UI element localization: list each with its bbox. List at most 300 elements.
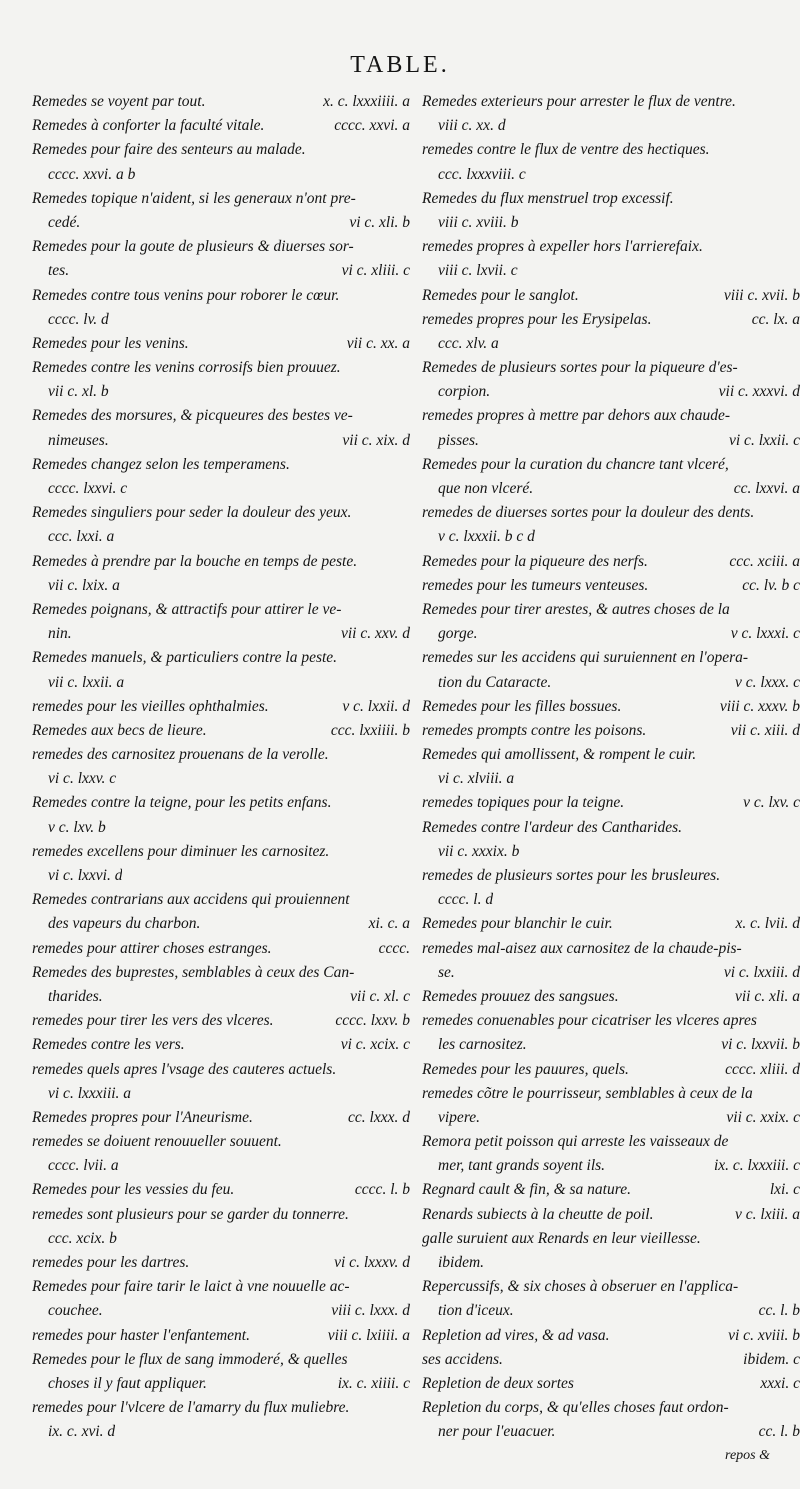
index-entry — [32, 284, 410, 308]
entry-reference — [404, 1154, 410, 1178]
entry-reference: xi. c. a — [368, 915, 410, 933]
entry-text: Remedes du flux menstruel trop excessif. — [422, 189, 674, 207]
entry-text: Remedes prouuez des sangsues. — [422, 987, 619, 1005]
entry-reference: vii c. xx. a — [346, 334, 410, 352]
index-entry — [422, 308, 800, 332]
entry-reference — [404, 235, 410, 259]
entry-reference — [794, 235, 800, 259]
entry-reference — [794, 501, 800, 525]
entry-text: Remedes à conforter la faculté vitale. — [32, 117, 265, 135]
entry-reference: cccc. l. b — [354, 1181, 410, 1199]
entry-text: cccc. lxxvi. c — [48, 480, 128, 497]
entry-text: Repletion du corps, & qu'elles choses faut ordon- — [422, 1399, 729, 1417]
index-entry — [32, 719, 410, 743]
entry-text: vii c. xl. b — [48, 383, 109, 401]
entry-text: Repletion de deux sortes — [422, 1374, 574, 1392]
index-entry — [32, 1251, 410, 1275]
index-entry — [32, 598, 410, 622]
index-entry — [32, 477, 410, 501]
entry-text: Remedes poignans, & attractifs pour attirer le ve- — [32, 600, 342, 618]
entry-text: remedes sur les accidens qui suruiennent en l'opera- — [422, 649, 749, 667]
index-entry — [32, 235, 410, 259]
entry-reference — [794, 767, 800, 791]
index-entry — [422, 1348, 800, 1372]
entry-text: vii c. lxix. a — [48, 576, 120, 594]
entry-text: Remedes changez selon les temperamens. — [32, 455, 290, 473]
index-entry — [422, 429, 800, 453]
entry-reference: viii c. lxiiii. a — [327, 1326, 410, 1344]
entry-reference: v c. lxxii. d — [342, 697, 410, 715]
entry-reference — [404, 1203, 410, 1227]
entry-text: Remedes pour les venins. — [32, 334, 189, 352]
index-entry — [422, 1396, 800, 1420]
index-entry — [32, 1348, 410, 1372]
index-entry — [422, 114, 800, 138]
entry-text: Remedes pour faire des senteurs au malade. — [32, 141, 306, 159]
entry-reference: ibidem. c — [743, 1350, 800, 1368]
entry-text: remedes pour les vieilles ophthalmies. — [32, 697, 269, 715]
index-entry — [32, 550, 410, 574]
entry-reference — [404, 1082, 410, 1106]
entry-text: Remedes pour le sanglot. — [422, 286, 579, 304]
entry-reference — [794, 114, 800, 138]
entry-text: cedé. — [48, 213, 81, 231]
entry-text: Remedes contre les venins corrosifs bien prouuez. — [32, 359, 341, 377]
index-entry — [422, 622, 800, 646]
index-entry — [422, 284, 800, 308]
entry-text: remedes se doiuent renouueller souuent. — [32, 1133, 282, 1151]
entry-text: mer, tant grands soyent ils. — [438, 1157, 606, 1175]
entry-reference — [404, 525, 410, 549]
index-entry — [422, 1058, 800, 1082]
entry-reference: v c. lxiii. a — [735, 1205, 800, 1223]
index-entry — [32, 1130, 410, 1154]
entry-text: choses il y faut appliquer. — [48, 1374, 207, 1392]
entry-text: Remedes manuels, & particuliers contre la peste. — [32, 649, 338, 667]
index-entry — [422, 525, 800, 549]
index-entry — [422, 1324, 800, 1348]
entry-reference — [404, 1420, 410, 1444]
index-entry — [32, 1009, 410, 1033]
index-entry — [422, 1372, 800, 1396]
entry-text: ccc. xcix. b — [48, 1229, 117, 1247]
entry-reference — [404, 888, 410, 912]
index-entry — [32, 1154, 410, 1178]
entry-text: pisses. — [438, 431, 479, 449]
index-entry — [32, 622, 410, 646]
entry-reference — [404, 138, 410, 162]
entry-reference — [404, 1348, 410, 1372]
catchword: repos & — [725, 1448, 770, 1463]
entry-text: viii c. lxvii. c — [438, 262, 518, 280]
entry-reference — [794, 1227, 800, 1251]
index-entry — [422, 1227, 800, 1251]
entry-reference: cccc. — [378, 939, 410, 957]
index-entry — [32, 356, 410, 380]
index-entry — [422, 719, 800, 743]
index-entry — [32, 259, 410, 283]
index-entry — [32, 90, 410, 114]
entry-reference: vi c. lxxvii. b — [721, 1036, 800, 1054]
index-entry — [422, 1154, 800, 1178]
entry-text: Remedes des morsures, & picqueures des bestes ve- — [32, 407, 353, 425]
entry-reference: ix. c. lxxxiii. c — [713, 1157, 800, 1175]
entry-text: remedes sont plusieurs pour se garder du tonnerre. — [32, 1205, 349, 1223]
index-entry — [422, 501, 800, 525]
entry-reference — [404, 767, 410, 791]
entry-reference: vi c. xli. b — [349, 213, 410, 231]
entry-reference: v c. lxxx. c — [735, 673, 800, 691]
entry-reference — [794, 1009, 800, 1033]
index-entry — [422, 937, 800, 961]
entry-text: vii c. lxxii. a — [48, 673, 125, 691]
index-entry — [32, 453, 410, 477]
entry-reference: lxi. c — [769, 1181, 800, 1199]
index-entry — [32, 646, 410, 670]
index-entry — [422, 840, 800, 864]
index-entry — [422, 259, 800, 283]
index-entry — [32, 1396, 410, 1420]
entry-reference: vi c. lxxiii. d — [723, 963, 800, 981]
entry-reference — [794, 1130, 800, 1154]
entry-text: ccc. lxxxviii. c — [438, 165, 526, 183]
index-entry — [422, 912, 800, 936]
index-entry — [422, 1203, 800, 1227]
entry-reference: vii c. xiii. d — [730, 721, 800, 739]
entry-reference — [404, 453, 410, 477]
index-entry — [32, 816, 410, 840]
entry-reference — [404, 671, 410, 695]
page-header: TABLE. — [350, 52, 450, 78]
entry-reference — [404, 791, 410, 815]
entry-reference: viii c. xvii. b — [723, 286, 800, 304]
entry-text: Remedes pour les filles bossues. — [422, 697, 622, 715]
entry-text: remedes pour tirer les vers des vlceres. — [32, 1012, 274, 1030]
index-entry — [422, 211, 800, 235]
entry-text: Remedes pour le flux de sang immoderé, & quelles — [32, 1350, 348, 1368]
entry-text: Renards subiects à la cheutte de poil. — [422, 1205, 654, 1223]
index-entry — [422, 1251, 800, 1275]
entry-text: Remedes contre les vers. — [32, 1036, 185, 1054]
entry-reference — [404, 501, 410, 525]
entry-reference: cc. lxxvi. a — [733, 480, 800, 497]
index-entry — [32, 767, 410, 791]
index-entry — [422, 356, 800, 380]
index-entry — [422, 1275, 800, 1299]
entry-text: cccc. lv. d — [48, 310, 109, 328]
entry-text: vi c. lxxxiii. a — [48, 1084, 132, 1102]
index-entry — [32, 1372, 410, 1396]
entry-text: remedes propres à mettre par dehors aux chaude- — [422, 407, 731, 425]
index-entry — [422, 332, 800, 356]
entry-reference: ix. c. xiiii. c — [337, 1374, 410, 1392]
entry-reference: vi c. xliii. c — [341, 262, 410, 280]
entry-text: Remedes exterieurs pour arrester le flux de ventre. — [422, 93, 736, 110]
entry-reference — [794, 888, 800, 912]
index-entry — [422, 791, 800, 815]
entry-text: Remedes propres pour l'Aneurisme. — [32, 1108, 253, 1126]
index-entry — [422, 1130, 800, 1154]
index-entry — [422, 574, 800, 598]
entry-reference — [404, 646, 410, 670]
index-entry — [32, 1106, 410, 1130]
index-entry — [32, 1082, 410, 1106]
entry-reference — [794, 598, 800, 622]
index-entry — [422, 1009, 800, 1033]
entry-text: nimeuses. — [48, 431, 109, 449]
entry-reference — [794, 404, 800, 428]
entry-reference: vi c. xviii. b — [728, 1326, 800, 1344]
entry-reference — [794, 743, 800, 767]
entry-reference — [404, 1130, 410, 1154]
entry-text: Remedes pour blanchir le cuir. — [422, 915, 613, 933]
entry-text: Remedes se voyent par tout. — [32, 93, 206, 110]
entry-text: remedes des carnositez prouenans de la verolle. — [32, 746, 329, 764]
index-entry — [32, 1178, 410, 1202]
index-entry — [422, 90, 800, 114]
entry-text: v c. lxv. b — [48, 818, 106, 836]
entry-text: vi c. lxxv. c — [48, 770, 117, 788]
entry-text: Remedes pour les pauures, quels. — [422, 1060, 629, 1078]
index-entry — [32, 525, 410, 549]
entry-reference — [794, 453, 800, 477]
entry-text: ibidem. — [438, 1254, 485, 1271]
index-entry — [422, 767, 800, 791]
entry-text: remedes pour l'vlcere de l'amarry du flux muliebre. — [32, 1399, 350, 1417]
entry-text: Remedes pour la curation du chancre tant vlceré, — [422, 455, 729, 473]
entry-text: Remedes contrarians aux accidens qui prouiennent — [32, 891, 350, 909]
index-entry — [32, 671, 410, 695]
entry-reference: vii c. xix. d — [342, 431, 410, 449]
index-entry — [422, 404, 800, 428]
index-entry — [422, 743, 800, 767]
entry-text: Remedes contre la teigne, pour les petits enfans. — [32, 794, 332, 812]
index-entry — [32, 791, 410, 815]
index-entry — [32, 1324, 410, 1348]
entry-reference: cc. lxxx. d — [348, 1108, 410, 1126]
entry-text: remedes cõtre le pourrisseur, semblables à ceux de la — [422, 1084, 753, 1102]
right-column — [422, 90, 800, 1445]
entry-text: remedes de plusieurs sortes pour les brusleures. — [422, 867, 721, 884]
index-entry — [32, 840, 410, 864]
index-entry — [422, 985, 800, 1009]
entry-text: tion du Cataracte. — [438, 673, 552, 691]
entry-reference — [794, 646, 800, 670]
index-entry — [32, 404, 410, 428]
entry-text: galle suruient aux Renards en leur vieillesse. — [422, 1229, 701, 1247]
index-entry — [32, 308, 410, 332]
index-entry — [32, 114, 410, 138]
index-entry — [422, 1178, 800, 1202]
entry-reference: vii c. xli. a — [735, 987, 800, 1005]
entry-text: ses accidens. — [422, 1350, 503, 1368]
entry-reference: vii c. xxxvi. d — [718, 383, 800, 401]
entry-reference — [404, 961, 410, 985]
entry-text: remedes prompts contre les poisons. — [422, 721, 647, 739]
entry-text: remedes topiques pour la teigne. — [422, 794, 625, 812]
entry-text: Remedes qui amollissent, & rompent le cuir. — [422, 746, 697, 764]
entry-reference — [404, 743, 410, 767]
entry-text: vii c. xxxix. b — [438, 842, 520, 860]
index-entry — [422, 1299, 800, 1323]
entry-reference: cccc. lxxv. b — [335, 1012, 410, 1030]
entry-reference — [794, 1082, 800, 1106]
entry-text: remedes mal-aisez aux carnositez de la chaude-pis- — [422, 939, 742, 957]
entry-text: cccc. xxvi. a b — [48, 165, 136, 183]
entry-text: Remedes pour faire tarir le laict à vne nouuelle ac- — [32, 1278, 350, 1296]
entry-reference — [404, 284, 410, 308]
entry-reference — [404, 380, 410, 404]
entry-reference: cccc. xliii. d — [725, 1060, 800, 1078]
entry-text: Remedes singuliers pour seder la douleur des yeux. — [32, 504, 352, 522]
entry-reference: v c. lxxxi. c — [730, 625, 800, 643]
index-entry — [32, 1203, 410, 1227]
entry-text: remedes de diuerses sortes pour la douleur des dents. — [422, 504, 755, 522]
index-entry — [422, 671, 800, 695]
index-entry — [422, 1106, 800, 1130]
entry-reference: ccc. lxxiiii. b — [330, 721, 410, 739]
index-entry — [422, 453, 800, 477]
entry-text: v c. lxxxii. b c d — [438, 528, 535, 546]
entry-text: gorge. — [438, 625, 478, 643]
entry-text: Remedes contre tous venins pour roborer le cœur. — [32, 286, 340, 304]
index-entry — [32, 888, 410, 912]
entry-text: cccc. lvii. a — [48, 1157, 119, 1175]
entry-text: ix. c. xvi. d — [48, 1423, 116, 1441]
entry-text: Remedes aux becs de lieure. — [32, 721, 207, 739]
entry-text: Remedes pour la piqueure des nerfs. — [422, 552, 648, 570]
entry-text: remedes contre le flux de ventre des hectiques. — [422, 141, 710, 159]
index-entry — [422, 163, 800, 187]
entry-text: Remedes contre l'ardeur des Cantharides. — [422, 818, 683, 836]
index-entry — [32, 1033, 410, 1057]
entry-reference: xxxi. c — [760, 1374, 800, 1392]
entry-text: des vapeurs du charbon. — [48, 915, 201, 933]
entry-text: ccc. xlv. a — [438, 334, 499, 352]
entry-reference: cc. lv. b c — [742, 576, 800, 594]
entry-reference — [794, 259, 800, 283]
entry-text: couchee. — [48, 1302, 103, 1320]
entry-reference — [794, 937, 800, 961]
entry-text: se. — [438, 963, 455, 981]
entry-reference: vii c. xxv. d — [341, 625, 410, 643]
entry-reference: x. c. lvii. d — [735, 915, 800, 933]
entry-reference — [404, 308, 410, 332]
index-entry — [422, 1033, 800, 1057]
index-entry — [32, 138, 410, 162]
entry-text: remedes pour attirer choses estranges. — [32, 939, 272, 957]
entry-text: Remedes pour tirer arestes, & autres choses de la — [422, 600, 730, 618]
entry-reference: vi c. lxxii. c — [729, 431, 800, 449]
entry-text: les carnositez. — [438, 1036, 527, 1054]
index-entry — [32, 1420, 410, 1444]
entry-reference — [794, 90, 800, 114]
entry-reference — [404, 356, 410, 380]
entry-text: vi c. lxxvi. d — [48, 867, 123, 884]
entry-reference — [794, 138, 800, 162]
entry-reference — [794, 525, 800, 549]
entry-text: tharides. — [48, 987, 103, 1005]
entry-text: Remora petit poisson qui arreste les vaisseaux de — [422, 1133, 729, 1151]
index-entry — [32, 864, 410, 888]
entry-text: Remedes topique n'aident, si les generaux n'ont pre- — [32, 189, 356, 207]
entry-text: Remedes des buprestes, semblables à ceux des Can- — [32, 963, 355, 981]
index-entry — [32, 332, 410, 356]
entry-reference — [794, 163, 800, 187]
entry-reference — [794, 816, 800, 840]
entry-reference — [404, 550, 410, 574]
entry-reference: vii c. xxix. c — [726, 1108, 800, 1126]
index-entry — [32, 695, 410, 719]
entry-text: ccc. lxxi. a — [48, 528, 115, 546]
index-entry — [32, 743, 410, 767]
entry-reference: cc. lx. a — [751, 310, 800, 328]
entry-text: Regnard cault & fin, & sa nature. — [422, 1181, 631, 1199]
entry-reference — [404, 816, 410, 840]
entry-reference — [404, 574, 410, 598]
entry-reference: cc. l. b — [758, 1302, 800, 1320]
index-entry — [32, 1275, 410, 1299]
index-entry — [422, 380, 800, 404]
entry-reference — [404, 840, 410, 864]
index-entry — [422, 598, 800, 622]
entry-reference — [404, 163, 410, 187]
entry-reference — [794, 332, 800, 356]
index-entry — [422, 1420, 800, 1444]
entry-reference: vii c. xl. c — [350, 987, 410, 1005]
index-entry — [32, 937, 410, 961]
index-entry — [422, 550, 800, 574]
index-entry — [32, 429, 410, 453]
entry-reference — [404, 404, 410, 428]
entry-text: remedes pour les tumeurs venteuses. — [422, 576, 649, 594]
entry-text: remedes conuenables pour cicatriser les vlceres apres — [422, 1012, 757, 1030]
entry-reference — [794, 211, 800, 235]
index-entry — [422, 646, 800, 670]
index-entry — [32, 1227, 410, 1251]
index-entry — [422, 477, 800, 501]
entry-reference: viii c. xxxv. b — [719, 697, 800, 715]
entry-text: remedes pour les dartres. — [32, 1254, 190, 1271]
entry-reference — [794, 840, 800, 864]
entry-text: Remedes pour la goute de plusieurs & diuerses sor- — [32, 238, 354, 256]
entry-text: vipere. — [438, 1108, 481, 1126]
entry-reference: x. c. lxxxiiii. a — [323, 93, 410, 110]
entry-text: tes. — [48, 262, 70, 280]
entry-text: cccc. l. d — [438, 891, 494, 909]
entry-reference — [794, 356, 800, 380]
entry-reference — [404, 864, 410, 888]
entry-reference: vi c. lxxxv. d — [334, 1254, 410, 1271]
entry-reference: cccc. xxvi. a — [334, 117, 410, 135]
index-entry — [422, 235, 800, 259]
entry-text: Remedes à prendre par la bouche en temps de peste. — [32, 552, 358, 570]
entry-reference: vi c. xcix. c — [340, 1036, 410, 1054]
index-entry — [32, 163, 410, 187]
entry-reference — [404, 598, 410, 622]
entry-text: Remedes de plusieurs sortes pour la piqueure d'es- — [422, 359, 738, 377]
entry-reference: viii c. lxxx. d — [331, 1302, 410, 1320]
entry-text: que non vlceré. — [438, 480, 534, 497]
index-entry — [32, 574, 410, 598]
entry-reference — [404, 1227, 410, 1251]
index-entry — [32, 187, 410, 211]
entry-text: nin. — [48, 625, 72, 643]
entry-text: corpion. — [438, 383, 491, 401]
entry-reference — [794, 187, 800, 211]
entry-text: viii c. xviii. b — [438, 213, 519, 231]
entry-text: Repletion ad vires, & ad vasa. — [422, 1326, 610, 1344]
